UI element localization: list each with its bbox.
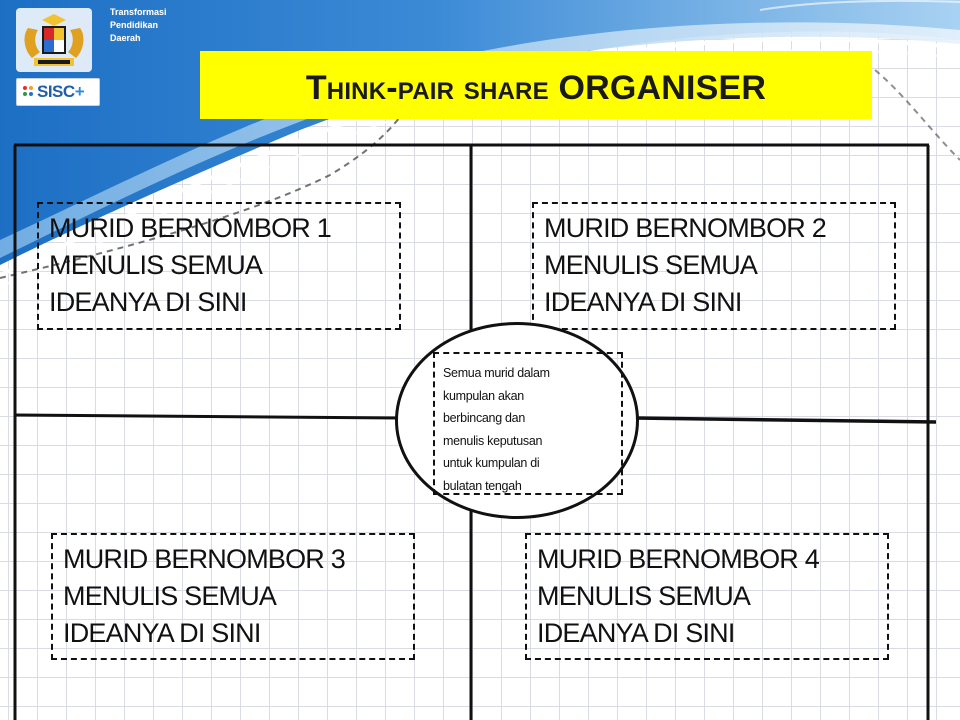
- center-box-line: kumpulan akan: [443, 388, 524, 403]
- student-box-line: MENULIS SEMUA: [63, 581, 277, 611]
- brand-line: Pendidikan: [110, 20, 159, 30]
- student-box-line: MURID BERNOMBOR 1: [49, 213, 331, 243]
- sisc-logo-text: SISC+: [37, 82, 85, 101]
- brand-line: Transformasi: [110, 7, 167, 17]
- title-banner: [200, 51, 872, 119]
- student-box-line: IDEANYA DI SINI: [49, 287, 247, 317]
- student-box-line: MURID BERNOMBOR 2: [544, 213, 826, 243]
- student-box-line: IDEANYA DI SINI: [544, 287, 742, 317]
- center-box-line: untuk kumpulan di: [443, 456, 540, 470]
- brand-text: [110, 6, 190, 45]
- brand-line: Daerah: [110, 33, 141, 43]
- student-box-line: MENULIS SEMUA: [49, 250, 263, 280]
- student-box-line: MENULIS SEMUA: [544, 250, 758, 280]
- center-box-line: Semua murid dalam: [443, 366, 550, 380]
- center-box-line: menulis keputusan: [443, 433, 543, 448]
- title-part1: Think-pair share: [305, 68, 549, 107]
- student-3-box[interactable]: [51, 533, 415, 660]
- student-box-line: MURID BERNOMBOR 3: [63, 544, 345, 574]
- page-title: [306, 69, 766, 108]
- student-box-line: IDEANYA DI SINI: [537, 618, 735, 648]
- center-box-line: bulatan tengah: [443, 478, 522, 493]
- student-2-box[interactable]: [532, 202, 896, 330]
- student-box-line: MENULIS SEMUA: [537, 581, 751, 611]
- title-part2: ORGANISER: [558, 68, 767, 107]
- center-box-line: berbincang dan: [443, 411, 525, 425]
- center-group-box[interactable]: [433, 352, 623, 495]
- student-box-line: MURID BERNOMBOR 4: [537, 544, 819, 574]
- student-box-line: IDEANYA DI SINI: [63, 618, 261, 648]
- sisc-logo: [16, 78, 100, 106]
- student-4-box[interactable]: [525, 533, 889, 660]
- sisc-dots-icon: [21, 85, 35, 99]
- crest-icon: [14, 6, 94, 74]
- student-1-box[interactable]: [37, 202, 401, 330]
